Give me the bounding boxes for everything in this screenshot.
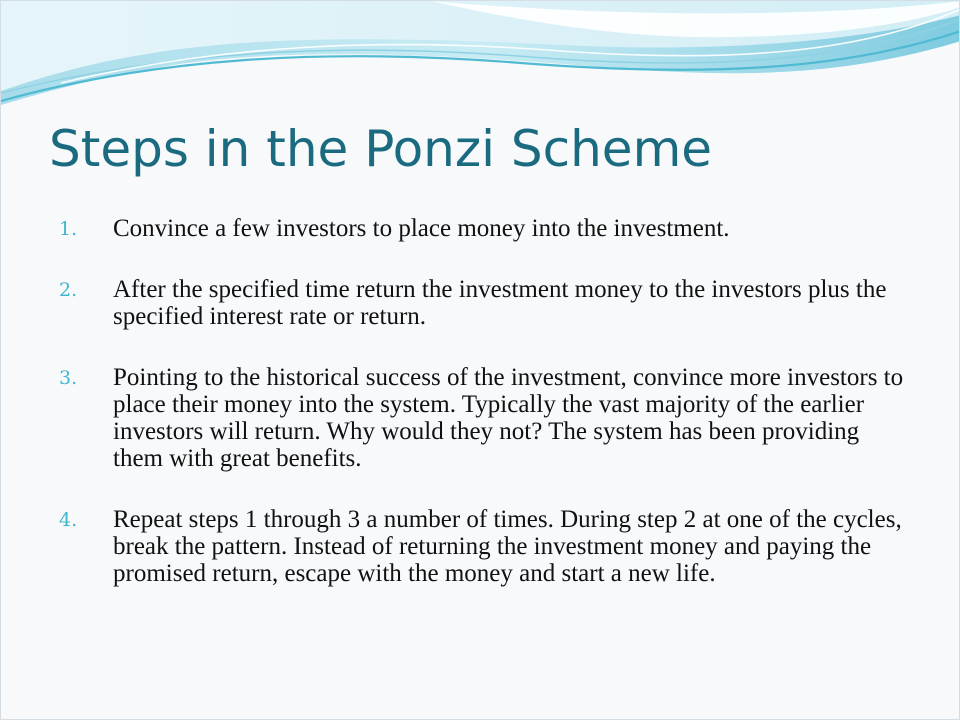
step-text: Pointing to the historical success of the investment, convince more investors to place their money into the system. Typically the vast majority of the earlier investors will return. Why would they not? The system has been providing them with great benefits. [113, 364, 904, 472]
step-item [59, 215, 909, 242]
step-number: 3. [59, 367, 78, 389]
header-wave-decoration [1, 1, 960, 111]
step-item [59, 506, 909, 587]
step-text: Convince a few investors to place money into the investment. [113, 215, 730, 242]
slide-title: Steps in the Ponzi Scheme [49, 120, 713, 178]
steps-list [59, 215, 909, 621]
step-number: 4. [59, 509, 78, 531]
step-number: 2. [59, 279, 78, 301]
step-item [59, 364, 909, 472]
step-number: 1. [59, 218, 78, 240]
step-item [59, 276, 909, 330]
step-text: Repeat steps 1 through 3 a number of times. During step 2 at one of the cycles, break the pattern. Instead of returning the investment money and paying the promised return, escape with the money and start a new life. [113, 506, 902, 587]
step-text: After the specified time return the investment money to the investors plus the specified interest rate or return. [113, 276, 887, 330]
